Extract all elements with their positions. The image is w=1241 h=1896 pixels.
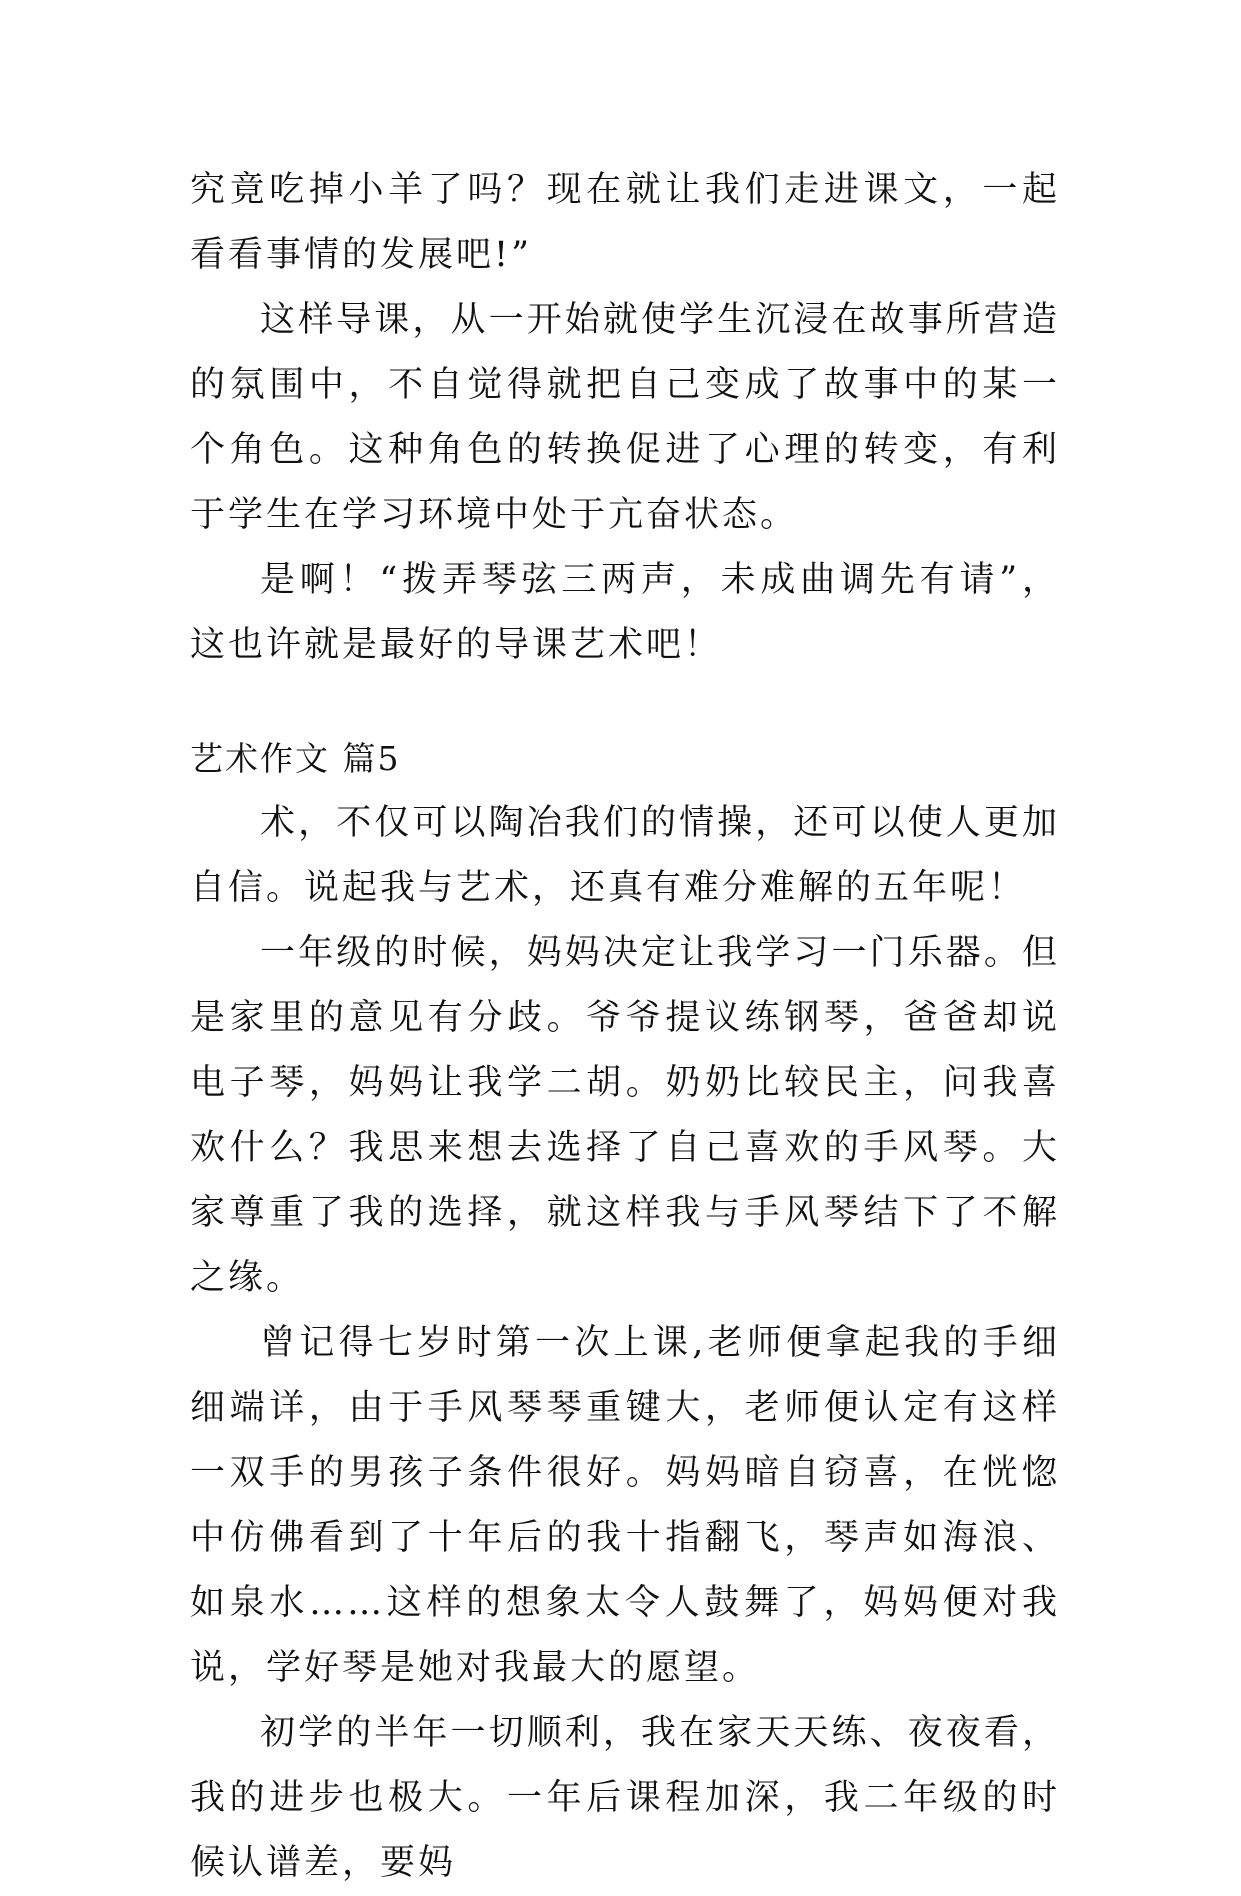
paragraph-7: 初学的半年一切顺利，我在家天天练、夜夜看，我的进步也极大。一年后课程加深，我二年级的时候认谱差，要妈 — [190, 1713, 1060, 1883]
section-heading: 艺术作文 篇5 — [190, 739, 401, 778]
document-page — [190, 158, 1060, 1896]
paragraph-1: 究竟吃掉小羊了吗？现在就让我们走进课文，一起看看事情的发展吧!” — [190, 170, 1060, 275]
paragraph-2: 这样导课，从一开始就使学生沉浸在故事所营造的氛围中，不自觉得就把自己变成了故事中的某一个角色。这种角色的转换促进了心理的转变，有利于学生在学习环境中处于亢奋状态。 — [190, 300, 1060, 535]
paragraph-4: 术，不仅可以陶冶我们的情操，还可以使人更加自信。说起我与艺术，还真有难分难解的五年呢！ — [190, 803, 1060, 908]
paragraph-3: 是啊！“拨弄琴弦三两声，未成曲调先有请”，这也许就是最好的导课艺术吧！ — [190, 560, 1060, 665]
paragraph-5: 一年级的时候，妈妈决定让我学习一门乐器。但是家里的意见有分歧。爷爷提议练钢琴，爸爸却说电子琴，妈妈让我学二胡。奶奶比较民主，问我喜欢什么？我思来想去选择了自己喜欢的手风琴。大家尊重了我的选择，就这样我与手风琴结下了不解之缘。 — [190, 933, 1060, 1298]
paragraph-6: 曾记得七岁时第一次上课,老师便拿起我的手细细端详，由于手风琴琴重键大，老师便认定有这样一双手的男孩子条件很好。妈妈暗自窃喜，在恍惚中仿佛看到了十年后的我十指翻飞，琴声如海浪、如泉水……这样的想象太令人鼓舞了，妈妈便对我说，学好琴是她对我最大的愿望。 — [190, 1323, 1060, 1688]
